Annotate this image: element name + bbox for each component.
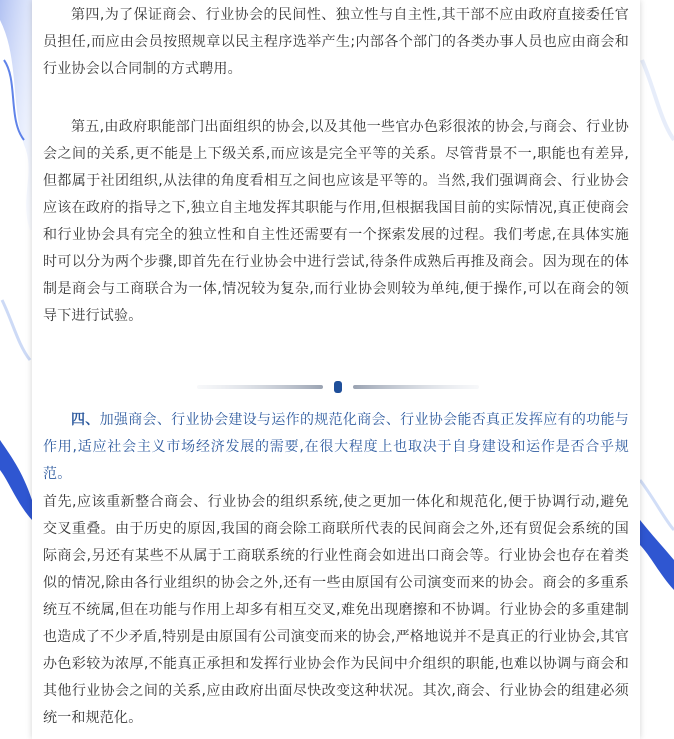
divider-right-bar: [353, 385, 479, 389]
section-divider: [197, 378, 479, 396]
section-heading-number: 四、: [71, 412, 100, 428]
article-page: [32, 0, 640, 739]
section-four-intro: [43, 407, 629, 488]
paragraph-first: 首先,应该重新整合商会、行业协会的组织系统,使之更加一体化和规范化,便于协调行动,避免交叉重叠。由于历史的原因,我国的商会除工商联所代表的民间商会之外,还有贸促会系统的国际商会,另还有某些不从属于工商联系统的行业性商会如进出口商会等。行业协会也存在着类似的情况,除由各行业组织的协会之外,还有一些由原国有公司演变而来的协会。商会的多重系统互不统属,但在功能与作用上却多有相互交叉,难免出现磨擦和不协调。行业协会的多重建制也造成了不少矛盾,特别是由原国有公司演变而来的协会,严格地说并不是真正的行业协会,其官办色彩较为浓厚,不能真正承担和发挥行业协会作为民间中介组织的职能,也难以协调与商会和其他行业协会之间的关系,应由政府出面尽快改变这种状况。其次,商会、行业协会的组建必须统一和规范化。: [43, 494, 629, 726]
divider-dot-icon: [334, 381, 342, 393]
paragraph-fifth: 第五,由政府职能部门出面组织的协会,以及其他一些官办色彩很浓的协会,与商会、行业协会之间的关系,更不能是上下级关系,而应该是完全平等的关系。尽管背景不一,职能也有差异,但都属于社团组织,从法律的角度看相互之间也应该是平等的。当然,我们强调商会、行业协会应该在政府的指导之下,独立自主地发挥其职能与作用,但根据我国目前的实际情况,真正使商会和行业协会具有完全的独立性和自主性还需要有一个探索发展的过程。我们考虑,在具体实施时可以分为两个步骤,即首先在行业协会中进行尝试,待条件成熟后再推及商会。因为现在的体制是商会与工商联合为一体,情况较为复杂,而行业协会则较为单纯,便于操作,可以在商会的领导下进行试验。: [43, 119, 629, 324]
section-intro-text: 加强商会、行业协会建设与运作的规范化商会、行业协会能否真正发挥应有的功能与作用,适应社会主义市场经济发展的需要,在很大程度上也取决于自身建设和运作是否合乎规范。: [43, 412, 629, 482]
paragraph-fourth: 第四,为了保证商会、行业协会的民间性、独立性与自主性,其干部不应由政府直接委任官员担任,而应由会员按照规章以民主程序选举产生;内部各个部门的各类办事人员也应由商会和行业协会以合同制的方式聘用。: [43, 7, 629, 77]
divider-left-bar: [197, 385, 323, 389]
